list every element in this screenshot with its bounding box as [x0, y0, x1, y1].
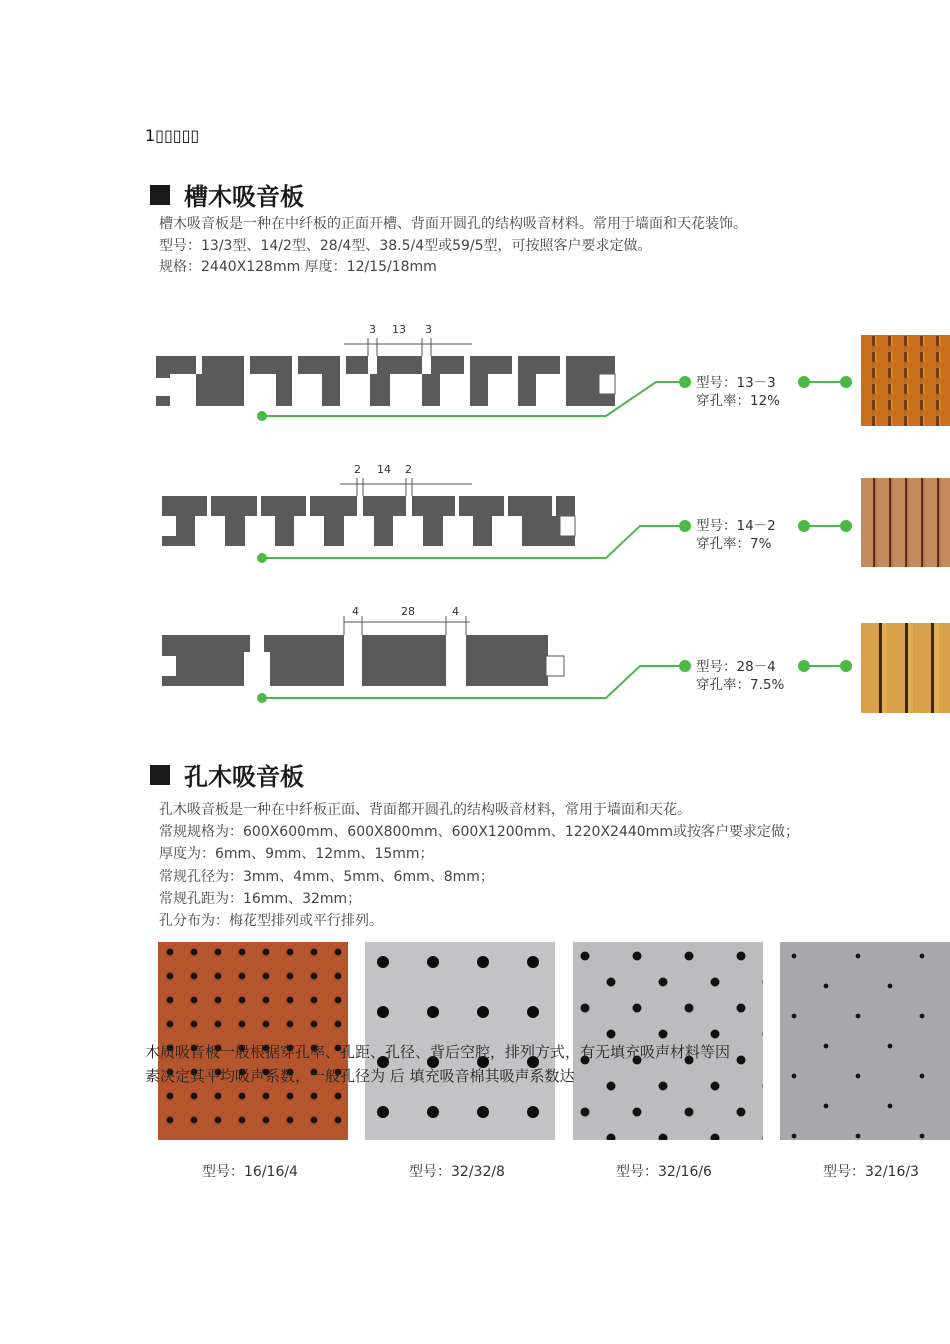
- dim-label: 4: [352, 605, 359, 618]
- dim-label: 13: [392, 323, 406, 336]
- sample-caption: 型号：16/16/4: [202, 1164, 298, 1180]
- hole-line: 孔分布为：梅花型排列或平行排列。: [159, 913, 383, 930]
- section-title-hole: [150, 757, 304, 792]
- hole-line: 常规规格为：600X600mm、600X800mm、600X1200mm、1220X2440mm或按客户要求定做；: [159, 824, 799, 841]
- hole-title-text: 孔木吸音板: [184, 763, 304, 791]
- dim-label: 2: [354, 463, 361, 476]
- groove-line: 槽木吸音板是一种在中纤板的正面开槽、背面开圆孔的结构吸音材料。常用于墙面和天花装饰。: [159, 216, 747, 232]
- dim-label: 28: [401, 605, 415, 618]
- model-text: 型号：14－2: [696, 518, 776, 534]
- model-text: 型号：13－3: [696, 375, 776, 391]
- dim-label: 14: [377, 463, 391, 476]
- perforation-rate-text: 穿孔率：12%: [696, 393, 781, 409]
- overlay-text-line-1: 木质吸音板一般根据穿孔率、孔距、孔径、背后空腔，排列方式，有无填充吸声材料等因: [145, 1043, 731, 1061]
- spec-label-28-4: [696, 658, 784, 694]
- section-title-groove: [150, 177, 304, 212]
- groove-line: 型号：13/3型、14/2型、28/4型、38.5/4型或59/5型，可按照客户要求定做。: [159, 237, 652, 254]
- dim-label: 2: [405, 463, 412, 476]
- sample-caption: 型号：32/16/3: [823, 1164, 919, 1180]
- dim-label: 4: [452, 605, 459, 618]
- sample-caption: 型号：32/16/6: [616, 1164, 712, 1180]
- perforation-rate-text: 穿孔率：7%: [696, 536, 772, 552]
- wood-swatch-13-3: [861, 335, 950, 426]
- document-heading: 1▯▯▯▯▯: [145, 126, 200, 145]
- groove-diagrams: [0, 300, 950, 730]
- hole-line: 常规孔距为：16mm、32mm；: [159, 890, 362, 907]
- hole-sample-32-16-3: [780, 942, 950, 1140]
- spec-label-13-3: [696, 374, 780, 410]
- wood-swatch-14-2: [861, 478, 950, 567]
- hole-line: 厚度为：6mm、9mm、12mm、15mm；: [159, 846, 434, 863]
- dim-label: 3: [369, 323, 376, 336]
- sample-caption: 型号：32/32/8: [409, 1164, 505, 1180]
- overlay-text-line-2: 素决定其平均吸声系数，一般孔径为 后 填充吸音棉其吸声系数达: [145, 1067, 575, 1085]
- hole-line: 常规孔径为：3mm、4mm、5mm、6mm、8mm；: [159, 868, 494, 885]
- square-bullet-icon: [150, 185, 170, 205]
- groove-line: 规格：2440X128mm 厚度：12/15/18mm: [159, 259, 437, 275]
- spec-label-14-2: [696, 517, 776, 553]
- dim-label: 3: [425, 323, 432, 336]
- groove-title-text: 槽木吸音板: [184, 183, 304, 211]
- perforation-rate-text: 穿孔率：7.5%: [696, 677, 785, 693]
- groove-description: [159, 214, 747, 279]
- model-text: 型号：28－4: [696, 659, 776, 675]
- square-bullet-icon: [150, 765, 170, 785]
- wood-swatch-28-4: [861, 623, 950, 713]
- hole-line: 孔木吸音板是一种在中纤板正面、背面都开圆孔的结构吸音材料，常用于墙面和天花。: [159, 802, 691, 818]
- hole-description: [159, 799, 799, 932]
